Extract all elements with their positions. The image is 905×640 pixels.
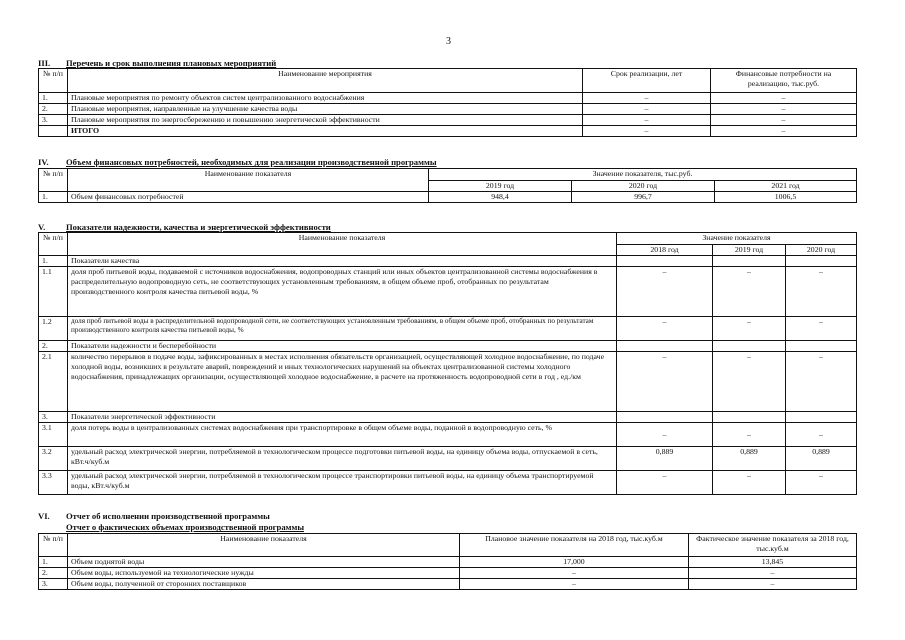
row-value-2019: –	[713, 352, 786, 412]
total-label: ИТОГО	[68, 126, 583, 137]
header-name: Наименование показателя	[68, 534, 460, 557]
section-5-heading	[38, 222, 331, 232]
table-row	[39, 568, 857, 579]
row-name: Объем воды, используемой на технологические нужды	[68, 568, 460, 579]
row-fact: 13,845	[689, 557, 857, 568]
total-finance: –	[711, 126, 857, 137]
row-no: 1.	[39, 256, 68, 267]
row-value-2019: –	[713, 317, 786, 341]
row-name: доля проб питьевой воды, подаваемой с источников водоснабжения, водопроводных станций или иных объектов централизованной системы водоснабжения в распределительную водопроводную сеть, не соответствующих установленным требованиям, в общем объеме проб, отобранных по результатам производственного контроля качества питьевой воды, %	[68, 267, 617, 317]
header-finance: Финансовые потребности на реализацию, тыс.руб.	[711, 69, 857, 93]
table-row	[39, 104, 857, 115]
table-row	[39, 267, 857, 317]
row-term: –	[583, 104, 711, 115]
row-plan: –	[460, 579, 689, 590]
row-value-2020: –	[786, 352, 857, 412]
header-name: Наименование мероприятия	[68, 69, 583, 93]
row-name: Показатели надежности и бесперебойности	[68, 341, 617, 352]
section-number: V.	[38, 222, 46, 232]
row-name: Плановые мероприятия, направленные на улучшение качества воды	[68, 104, 583, 115]
row-finance: –	[711, 104, 857, 115]
table-row	[39, 447, 857, 471]
row-name: удельный расход электрической энергии, потребляемой в технологическом процессе транспортировки питьевой воды, на единицу объема транспортируемой воды, кВт.ч/куб.м	[68, 471, 617, 495]
table-row	[39, 557, 857, 568]
table-row	[39, 471, 857, 495]
table-row	[39, 192, 857, 203]
table-planned-measures	[38, 68, 857, 137]
table-row	[39, 93, 857, 104]
header-value: Значение показателя	[617, 233, 857, 245]
table-row	[39, 423, 857, 447]
table-row	[39, 352, 857, 412]
row-plan: –	[460, 568, 689, 579]
empty-cell	[786, 412, 857, 423]
row-value-2018: –	[617, 317, 713, 341]
header-term: Срок реализации, лет	[583, 69, 711, 93]
row-no: 2.	[39, 341, 68, 352]
table-header-row	[39, 534, 857, 557]
header-no: № п/п	[39, 534, 68, 557]
row-value-2018: –	[617, 471, 713, 495]
empty-cell	[786, 341, 857, 352]
row-fact: –	[689, 579, 857, 590]
row-value-2019: –	[713, 423, 786, 447]
empty-cell	[713, 341, 786, 352]
row-no: 2.	[39, 104, 68, 115]
table-row	[39, 579, 857, 590]
row-value-2020: –	[786, 423, 857, 447]
table-production-report	[38, 533, 857, 590]
row-no: 3.	[39, 412, 68, 423]
table-group-row	[39, 256, 857, 267]
row-value-2019: 0,889	[713, 447, 786, 471]
header-name: Наименование показателя	[68, 169, 429, 192]
row-name: доля проб питьевой воды в распределительной водопроводной сети, не соответствующих установленным требованиям, в общем объеме проб, отобранных по результатам производственного контроля качества питьевой воды, %	[68, 317, 617, 341]
table-group-row	[39, 341, 857, 352]
section-number: IV.	[38, 157, 49, 167]
row-no: 3.	[39, 579, 68, 590]
header-plan: Плановое значение показателя на 2018 год, тыс.куб.м	[460, 534, 689, 557]
section-number: VI.	[38, 511, 50, 521]
row-value-2020: –	[786, 267, 857, 317]
row-value-2021: 1006,5	[715, 192, 857, 203]
row-name: Показатели качества	[68, 256, 617, 267]
table-row	[39, 115, 857, 126]
empty-cell	[713, 256, 786, 267]
section-title: Объем финансовых потребностей, необходимых для реализации производственной программы	[66, 157, 437, 167]
header-no: № п/п	[39, 169, 68, 192]
row-name: количество перерывов в подаче воды, зафиксированных в местах исполнения обязательств организацией, осуществляющей холодное водоснабжение, по подаче холодной воды, возникших в результате аварий, повреждений и иных технологических нарушений на объектах централизованной системы холодного водоснабжения, принадлежащих организации, осуществляющей холодное водоснабжение, в расчете на протяженность водопроводной сети в год , ед./км	[68, 352, 617, 412]
header-name: Наименование показателя	[68, 233, 617, 256]
row-name: Объем воды, полученной от сторонних поставщиков	[68, 579, 460, 590]
section-title: Показатели надежности, качества и энергетической эффективности	[66, 222, 331, 232]
row-no: 2.1	[39, 352, 68, 412]
row-name: удельный расход электрической энергии, потребляемой в технологическом процессе подготовки питьевой воды, на единицу объема воды, отпускаемой в сеть, кВт.ч/куб.м	[68, 447, 617, 471]
empty-cell	[713, 412, 786, 423]
row-value-2020: –	[786, 471, 857, 495]
row-no: 1.2	[39, 317, 68, 341]
header-year-2020: 2020 год	[786, 245, 857, 256]
section-4-heading	[38, 157, 437, 167]
row-no: 3.2	[39, 447, 68, 471]
row-no-empty	[39, 126, 68, 137]
row-no: 1.	[39, 192, 68, 203]
row-value-2019: –	[713, 267, 786, 317]
section-subtitle: Отчет о фактических объемах производственной программы	[66, 522, 305, 532]
table-financial-needs	[38, 168, 857, 203]
row-no: 3.1	[39, 423, 68, 447]
header-year-2018: 2018 год	[617, 245, 713, 256]
row-value-2019: 948,4	[429, 192, 572, 203]
row-value-2019: –	[713, 471, 786, 495]
table-row	[39, 317, 857, 341]
page-number: 3	[446, 36, 451, 47]
table-header-row	[39, 69, 857, 93]
row-name: Объем поднятой воды	[68, 557, 460, 568]
row-value-2020: 0,889	[786, 447, 857, 471]
row-no: 1.	[39, 93, 68, 104]
table-header-row	[39, 233, 857, 245]
header-year-2020: 2020 год	[572, 181, 715, 192]
row-finance: –	[711, 93, 857, 104]
row-value-2018: –	[617, 352, 713, 412]
row-name: Плановые мероприятия по энергосбережению и повышению энергетической эффективности	[68, 115, 583, 126]
row-no: 2.	[39, 568, 68, 579]
row-value-2018: 0,889	[617, 447, 713, 471]
row-name: Объем финансовых потребностей	[68, 192, 429, 203]
section-title: Отчет об исполнении производственной программы	[66, 511, 270, 521]
empty-cell	[617, 341, 713, 352]
header-year-2019: 2019 год	[713, 245, 786, 256]
table-total-row	[39, 126, 857, 137]
empty-cell	[617, 256, 713, 267]
row-no: 1.	[39, 557, 68, 568]
header-year-2019: 2019 год	[429, 181, 572, 192]
row-value-2018: –	[617, 267, 713, 317]
header-no: № п/п	[39, 233, 68, 256]
row-no: 3.	[39, 115, 68, 126]
row-plan: 17,000	[460, 557, 689, 568]
header-value: Значение показателя, тыс.руб.	[429, 169, 857, 181]
header-year-2021: 2021 год	[715, 181, 857, 192]
row-term: –	[583, 115, 711, 126]
section-3-heading	[38, 58, 276, 68]
total-term: –	[583, 126, 711, 137]
section-title: Перечень и срок выполнения плановых мероприятий	[66, 58, 277, 68]
row-term: –	[583, 93, 711, 104]
section-6-subheading	[66, 522, 304, 532]
header-fact: Фактическое значение показателя за 2018 год, тыс.куб.м	[689, 534, 857, 557]
empty-cell	[786, 256, 857, 267]
header-no: № п/п	[39, 69, 68, 93]
empty-cell	[617, 412, 713, 423]
row-finance: –	[711, 115, 857, 126]
table-group-row	[39, 412, 857, 423]
row-no: 1.1	[39, 267, 68, 317]
table-header-row	[39, 169, 857, 181]
row-name: Плановые мероприятия по ремонту объектов систем централизованного водоснабжения	[68, 93, 583, 104]
row-name: доля потерь воды в централизованных системах водоснабжения при транспортировке в общем объеме воды, поданной в водопроводную сеть, %	[68, 423, 617, 447]
section-number: III.	[38, 58, 51, 68]
row-value-2020: –	[786, 317, 857, 341]
row-value-2018: –	[617, 423, 713, 447]
section-6-heading	[38, 511, 270, 521]
row-name: Показатели энергетической эффективности	[68, 412, 617, 423]
row-fact: –	[689, 568, 857, 579]
row-no: 3.3	[39, 471, 68, 495]
row-value-2020: 996,7	[572, 192, 715, 203]
table-indicators	[38, 232, 857, 495]
